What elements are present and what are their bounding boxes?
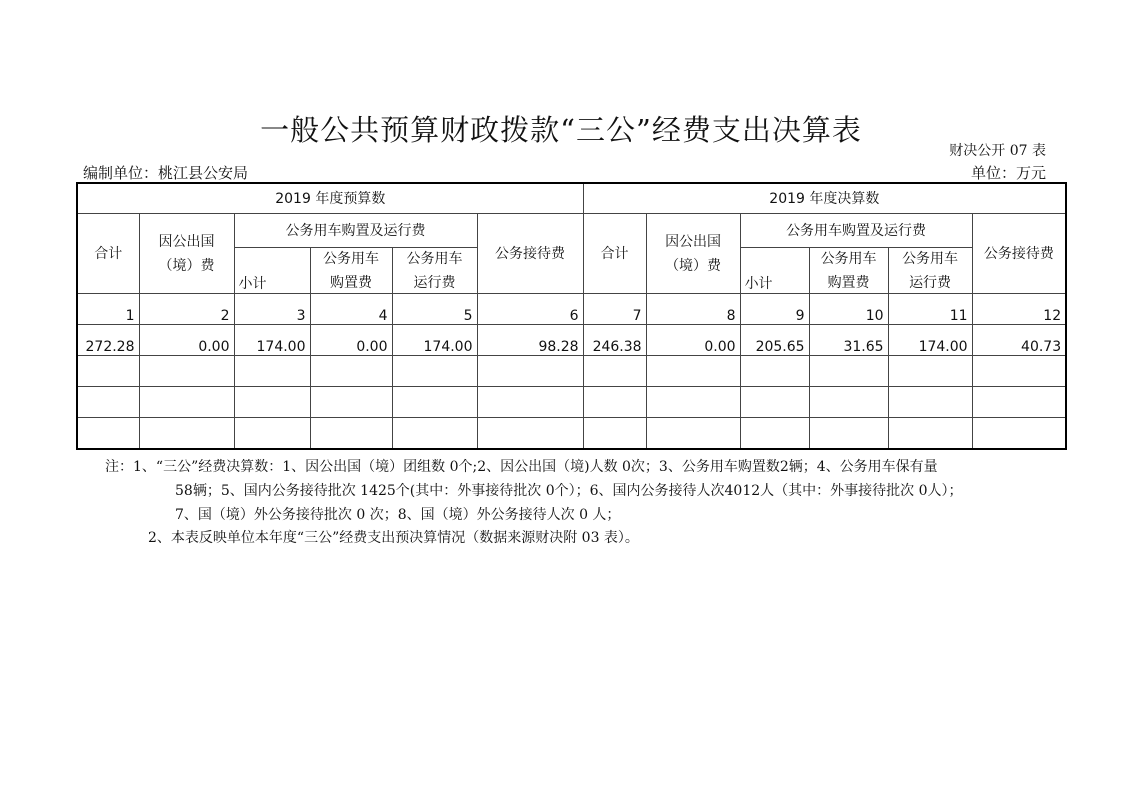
abroad-label-line1: 因公出国 [665,234,722,250]
final-total-value: 246.38 [583,324,646,355]
running-label-line2: 运行费 [413,275,456,291]
abroad-label-line1: 因公出国 [158,234,215,250]
final-subtotal-header: 小计 [740,247,809,293]
note-line-2: 58辆；5、国内公务接待批次 1425个(其中：外事接待批次 0个）；6、国内公务接待人次4012人（其中：外事接待批次 0人）； [175,483,963,499]
budget-reception-header: 公务接待费 [477,213,583,293]
abroad-label-line2: （境）费 [665,258,722,274]
purchase-label-line1: 公务用车 [820,251,877,267]
budget-running-header [392,247,477,293]
col-number: 5 [392,293,477,324]
currency-unit: 单位：万元 [970,164,1046,182]
budget-vehicle-header: 公务用车购置及运行费 [234,213,477,247]
abroad-label-line2: （境）费 [158,258,215,274]
final-purchase-header [809,247,888,293]
running-label-line1: 公务用车 [406,251,463,267]
column-number-row [77,293,1066,324]
final-total-header: 合计 [583,213,646,293]
final-reception-value: 40.73 [972,324,1066,355]
final-vehicle-header: 公务用车购置及运行费 [740,213,972,247]
budget-abroad-header [139,213,234,293]
table-row [77,324,1066,355]
budget-total-header: 合计 [77,213,139,293]
compiling-unit: 编制单位：桃江县公安局 [83,164,249,182]
budget-subtotal-value: 174.00 [234,324,310,355]
budget-header: 2019 年度预算数 [77,183,583,213]
final-running-value: 174.00 [888,324,972,355]
purchase-label-line2: 购置费 [330,275,372,291]
col-number: 7 [583,293,646,324]
col-number: 11 [888,293,972,324]
purchase-label-line2: 购置费 [827,275,870,291]
budget-purchase-header [310,247,392,293]
final-subtotal-value: 205.65 [740,324,809,355]
running-label-line2: 运行费 [909,275,952,291]
final-abroad-header [646,213,740,293]
empty-row [77,355,1066,386]
note-line-1: 注：1、“三公”经费决算数：1、因公出国（境）团组数 0个;2、因公出国（境)人数 0次；3、公务用车购置数2辆；4、公务用车保有量 [105,459,938,475]
final-reception-header: 公务接待费 [972,213,1066,293]
three-public-expense-table [76,182,1067,450]
budget-abroad-value: 0.00 [139,324,234,355]
col-number: 2 [139,293,234,324]
purchase-label-line1: 公务用车 [323,251,379,267]
budget-purchase-value: 0.00 [310,324,392,355]
final-purchase-value: 31.65 [809,324,888,355]
empty-row [77,386,1066,417]
page-title: 一般公共预算财政拨款“三公”经费支出决算表 [260,113,862,147]
col-number: 6 [477,293,583,324]
final-header: 2019 年度决算数 [583,183,1066,213]
budget-running-value: 174.00 [392,324,477,355]
budget-reception-value: 98.28 [477,324,583,355]
budget-total-value: 272.28 [77,324,139,355]
col-number: 4 [310,293,392,324]
final-running-header [888,247,972,293]
note-line-3: 7、国（境）外公务接待批次 0 次；8、国（境）外公务接待人次 0 人； [175,507,621,523]
col-number: 10 [809,293,888,324]
note-line-4: 2、本表反映单位本年度“三公”经费支出预决算情况（数据来源财决附 03 表）。 [148,530,639,546]
form-number: 财决公开 07 表 [949,143,1046,159]
col-number: 12 [972,293,1066,324]
col-number: 1 [77,293,139,324]
running-label-line1: 公务用车 [902,251,959,267]
final-abroad-value: 0.00 [646,324,740,355]
col-number: 8 [646,293,740,324]
empty-row [77,417,1066,449]
col-number: 3 [234,293,310,324]
col-number: 9 [740,293,809,324]
budget-subtotal-header: 小计 [234,247,310,293]
